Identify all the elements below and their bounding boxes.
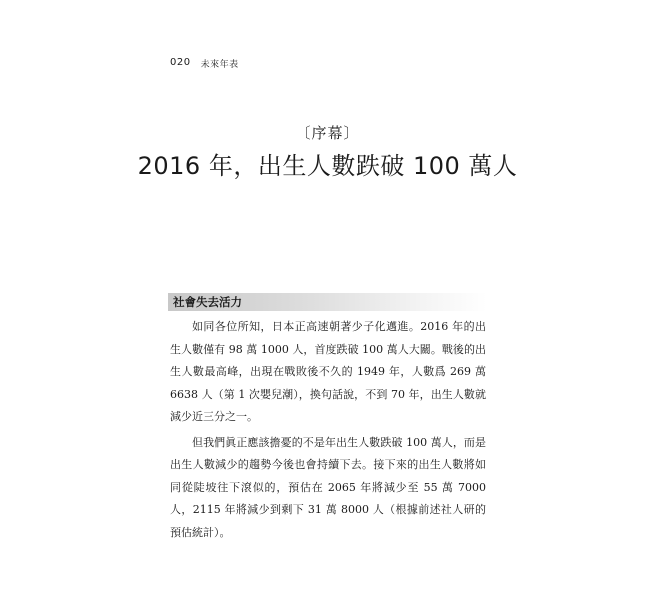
paragraph: 如同各位所知，日本正高速朝著少子化邁進。2016 年的出生人數僅有 98 萬 1000 人，首度跌破 100 萬人大關。戰後的出生人數最高峰，出現在戰敗後不久的 1949 年，人數爲 269 萬 6638 人（第 1 次嬰兒潮），換句話說，不到 70 年，出生人數就減少近三分之一。 (170, 320, 486, 423)
page-number: 020 (170, 57, 191, 68)
body-text (170, 316, 486, 547)
chapter-title: 2016 年，出生人數跌破 100 萬人 (137, 152, 518, 180)
chapter-label: 〔序幕〕 (295, 124, 360, 142)
book-title: 未來年表 (200, 60, 239, 70)
section-heading: 社會失去活力 (168, 293, 487, 311)
paragraph: 但我們眞正應該擔憂的不是年出生人數跌破 100 萬人，而是出生人數減少的趨勢今後也會持續下去。接下來的出生人數將如同從陡坡往下滾似的，預估在 2065 年將減少至 55 萬 7000 人，2115 年將減少到剩下 31 萬 8000 人（根據前述社人研的預估統計）。 (170, 435, 486, 539)
running-header (170, 57, 239, 70)
